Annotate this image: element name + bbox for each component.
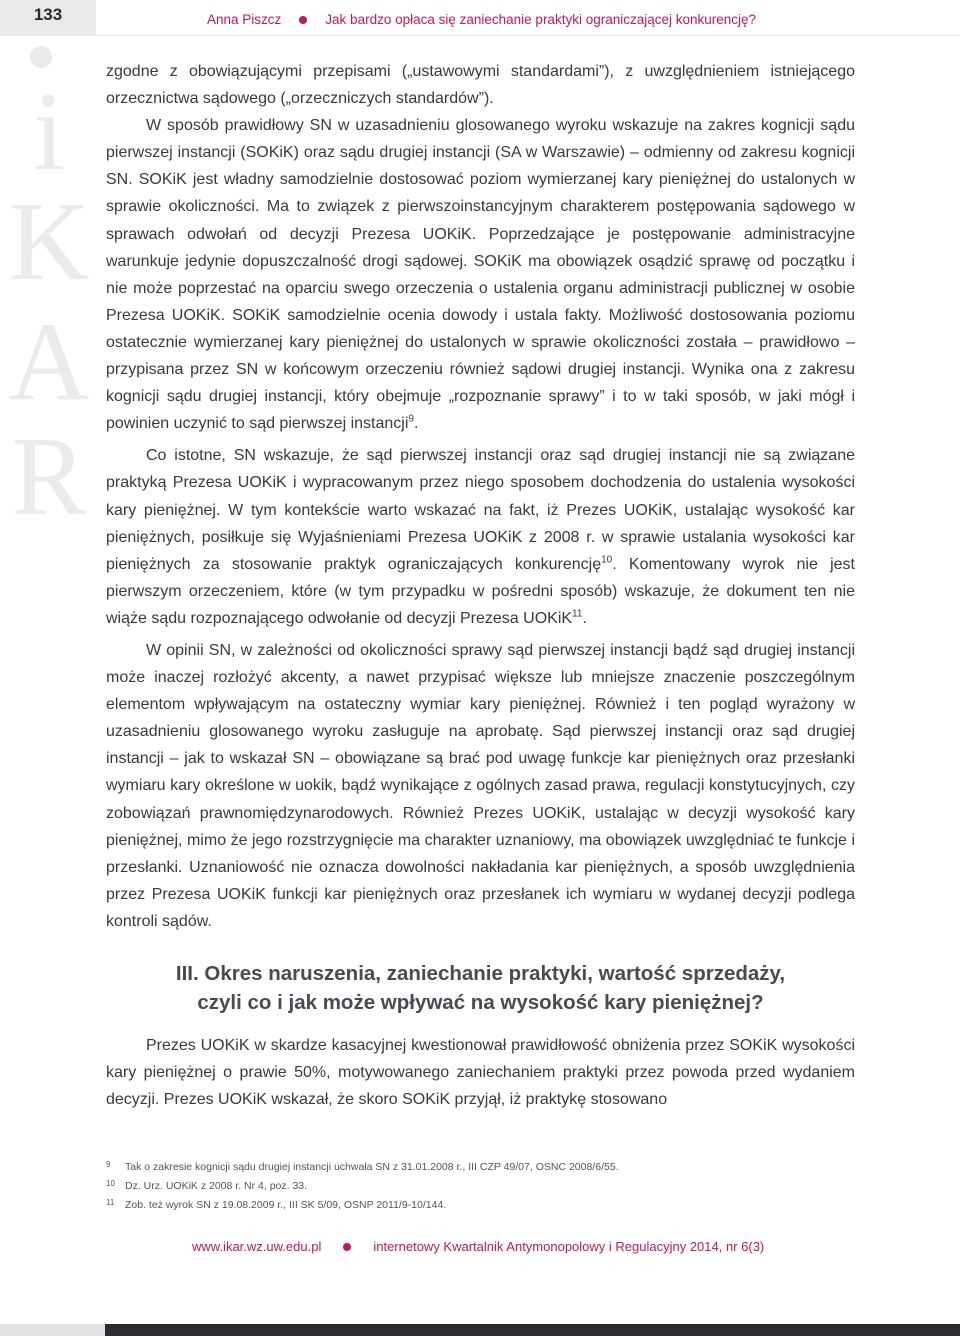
- footer-journal-name: internetowy Kwartalnik Antymonopolowy i Regulacyjny 2014, nr 6(3): [373, 1239, 765, 1254]
- page-number: 133: [33, 5, 63, 24]
- footnote: [106, 1158, 866, 1177]
- footer-bar-dark: [105, 1324, 960, 1336]
- page-footer: [192, 1239, 764, 1254]
- running-head-author: Anna Piszcz: [207, 12, 282, 27]
- footnote-ref[interactable]: 10: [601, 554, 613, 566]
- footer-url-link[interactable]: www.ikar.wz.uw.edu.pl: [192, 1239, 322, 1254]
- header-divider: [96, 35, 960, 36]
- section-heading: [106, 959, 855, 1017]
- paragraph: [106, 112, 855, 437]
- footnote-text: Tak o zakresie kognicji sądu drugiej instancji uchwała SN z 31.01.2008 r., III CZP 49/07, OSNC 2008/6/55.: [125, 1161, 619, 1173]
- running-head-title: Jak bardzo opłaca się zaniechanie praktyki ograniczającej konkurencję?: [325, 12, 757, 27]
- logo-letter-r: R: [11, 415, 87, 539]
- paragraph: [106, 442, 855, 632]
- paragraph-text: W sposób prawidłowy SN w uzasadnieniu glosowanego wyroku wskazuje na zakres kognicji sądu pierwszej instancji (SOKiK) oraz sądu drugiej instancji (SA w Warszawie) – odmienny od zakresu kognicji SN. SOKiK jest władny samodzielnie dostosować poziom wymierzanej kary pieniężnej do ustalonych w sprawie okoliczności. Ma to związek z pierwszoinstancyjnym charakterem postępowania sądowego w sprawach odwołań od decyzji Prezesa UOKiK. Poprzedzające je postępowanie administracyjne warunkuje jedynie dopuszczalność drogi sądowej. SOKiK ma obowiązek osądzić sprawę od początku i nie może poprzestać na oparciu swego orzeczenia o ustalenia organu administracji publicznej w osobie Prezesa UOKiK. SOKiK samodzielnie ocenia dowody i ustala fakty. Możliwość dostosowania poziomu ostatecznie wymierzanej kary pieniężnej do ustalonych w sprawie okoliczności została – prawidłowo – przypisana przez SN w końcowym orzeczeniu również sądowi drugiej instancji. Wynika ona z zakresu kognicji sądu drugiej instancji, który obejmuje „rozpoznanie sprawy” i to w taki sposób, w jaki mógł i powinien uczynić to sąd pierwszej instancji: [106, 117, 855, 433]
- running-head: [207, 12, 756, 27]
- footnote-text: Zob. też wyrok SN z 19.08.2009 r., III SK 5/09, OSNP 2011/9-10/144.: [125, 1199, 447, 1211]
- logo-letter-i: i: [33, 70, 65, 194]
- section-heading-line: III. Okres naruszenia, zaniechanie praktyki, wartość sprzedaży,: [175, 962, 786, 985]
- paragraph-text: .: [582, 609, 587, 627]
- paragraph-text: . Komentowany wyrok nie jest pierwszym orzeczeniem, które (w tym przypadku w pośredni sposób) wskazuje, że dokument ten nie wiąże sądu rozpoznającego odwołanie od decyzji Prezesa UOKiK: [106, 555, 855, 627]
- footnotes: [106, 1158, 866, 1215]
- footnote-ref[interactable]: 11: [572, 608, 583, 620]
- footnote-number: 10: [106, 1179, 115, 1188]
- paragraph: W opinii SN, w zależności od okoliczności sprawy sąd pierwszej instancji bądź sąd drugiej instancji może inaczej rozłożyć akcenty, a nawet przypisać większe lub mniejsze znaczenie poszczególnym elementom wpływającym na ostateczny wymiar kary pieniężnej. Również i ten pogląd wyrażony w uzasadnieniu glosowanego wyroku zasługuje na aprobatę. Sąd pierwszej instancji oraz sąd drugiej instancji – jak to wskazał SN – obowiązane są brać pod uwagę funkcje kar pieniężnych oraz przesłanki wymiaru kary określone w uokik, bądź wynikające z ogólnych zasad prawa, regulacji konstytucyjnych, czy zobowiązań prawnomiędzynarodowych. Również Prezes UOKiK, ustalając w decyzji wysokość kary pieniężnej, mimo że jego rozstrzygnięcie ma charakter uznaniowy, ma obowiązek uwzględniać te funkcje i przesłanki. Uznaniowość nie oznacza dowolności nakładania kar pieniężnych, a sposób uwzględnienia przez Prezesa UOKiK funkcji kar pieniężnych oraz przesłanek ich wymiaru w wydanej decyzji podlega kontroli sądów.: [106, 641, 855, 930]
- separator-dot-icon: [299, 16, 307, 24]
- paragraph-text: .: [413, 415, 419, 433]
- section-heading-line: czyli co i jak może wpływać na wysokość kary pieniężnej?: [197, 991, 764, 1014]
- footnote-number: 9: [106, 1160, 111, 1169]
- ikar-logo-sidebar: [0, 36, 100, 539]
- footnote: [106, 1177, 866, 1196]
- paragraph: Prezes UOKiK w skardze kasacyjnej kwestionował prawidłowość obniżenia przez SOKiK wysokości kary pieniężnej o prawie 50%, motywowanego zaniechaniem praktyki przez powoda przed wydaniem decyzji. Prezes UOKiK wskazał, że skoro SOKiK przyjął, iż praktykę stosowano: [106, 1037, 855, 1109]
- separator-dot-icon: [343, 1243, 351, 1251]
- footnote-text: Dz. Urz. UOKiK z 2008 r. Nr 4, poz. 33.: [125, 1180, 308, 1192]
- logo-letter-k: K: [8, 180, 90, 304]
- paragraph-continuation: zgodne z obowiązującymi przepisami („ustawowymi standardami”), z uwzględnieniem istniejącego orzecznictwa sądowego („orzeczniczych standardów”).: [106, 63, 855, 108]
- footnote-ref[interactable]: 9: [408, 413, 414, 425]
- logo-dot-icon: [30, 46, 52, 68]
- footnote-number: 11: [106, 1198, 115, 1207]
- logo-letter-a: A: [8, 300, 90, 424]
- footer-bar-light: [0, 1324, 105, 1336]
- footnote: [106, 1196, 866, 1215]
- paragraph-text: Co istotne, SN wskazuje, że sąd pierwszej instancji oraz sąd drugiej instancji nie są związane praktyką Prezesa UOKiK i wypracowanym przez niego sposobem dochodzenia do ustalenia wysokości kary pieniężnej. W tym kontekście warto wskazać na fakt, iż Prezes UOKiK, ustalając wysokość kar pieniężnych, posiłkuje się Wyjaśnieniami Prezesa UOKiK z 2008 r. w sprawie ustalania wysokości kar pieniężnych za stosowanie praktyk ograniczających konkurencję: [106, 447, 855, 573]
- article-body: [106, 58, 855, 1113]
